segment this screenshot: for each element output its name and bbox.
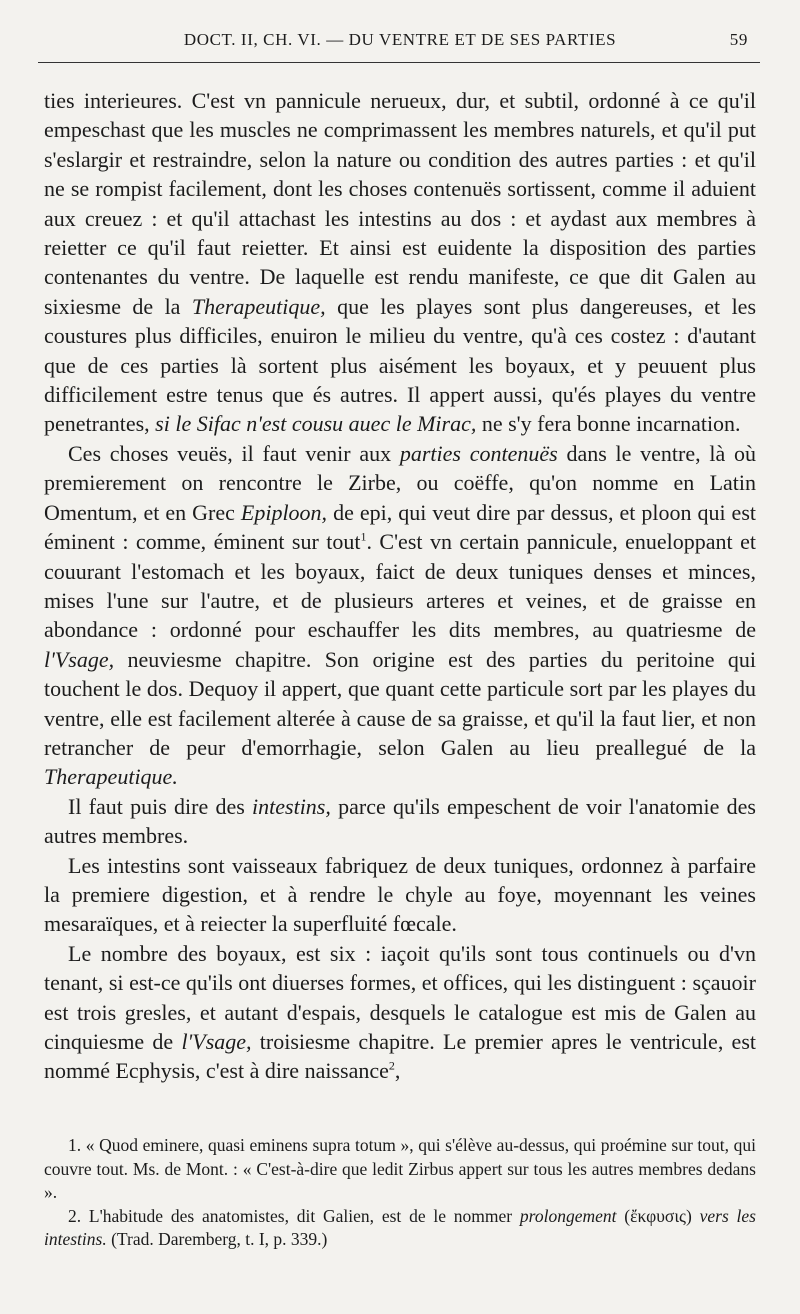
text-run: Le nombre des boyaux, est six : iaçoit qu'ils sont tous continuels ou d'vn tenant, si est-ce qu'ils ont diuerses formes, et offices, qui les distinguent : sçauoir est trois gresles, et autant d'espais, desquels le catalogue est mis de Galen au cinquiesme de — [44, 940, 756, 1054]
italic-run: prolongement — [519, 1205, 617, 1226]
text-run: dans le ventre, là où premierement on rencontre le Zirbe, ou coëffe, qu'on nomme en Latin Omentum, et en Grec — [44, 440, 756, 525]
text-run: (ἔκφυσις) — [616, 1205, 700, 1226]
text-run: ties interieures. C'est vn pannicule nerueux, dur, et subtil, ordonné à ce qu'il empeschast que les muscles ne comprimassent les membres naturels, et qu'il put s'eslargir et restraindre, selon la nature ou condition des autres parties : et qu'il ne se rompist facilement, dont les choses contenuës sortissent, comme il aduient aux creuez : et qu'il attachast les intestins au dos : et aydast aux membres à reietter ce qu'il faut reietter. Et ainsi est euidente la disposition des parties contenantes du ventre. De laquelle est rendu manifeste, ce que dit Galen au sixiesme de la — [44, 88, 756, 319]
page-number: 59 — [729, 30, 748, 49]
running-header — [44, 30, 756, 56]
text-run: Il faut puis dire des — [68, 793, 253, 819]
italic-run: Therapeutique. — [44, 764, 178, 790]
text-run: parce qu'ils empeschent de voir l'anatomie des autres membres. — [44, 793, 756, 849]
text-run: ne s'y fera bonne incarnation. — [476, 411, 741, 437]
italic-run: si le Sifac n'est cousu auec le Mirac, — [155, 411, 477, 437]
italic-run: intestins, — [252, 793, 331, 819]
text-run: (Trad. Daremberg, t. I, p. 339.) — [106, 1229, 328, 1249]
paragraph-2 — [44, 439, 756, 792]
footnote-ref-1[interactable]: 1 — [360, 529, 367, 544]
paragraph-1 — [44, 86, 756, 439]
header-rule — [38, 62, 760, 63]
main-text — [44, 86, 756, 1086]
text-run: Ces choses veuës, il faut venir aux — [68, 440, 400, 466]
text-run: . C'est vn certain pannicule, enueloppant et couurant l'estomach et les boyaux, faict de deux tuniques denses et minces, mises l'une sur l'autre, et de plusieurs arteres et veines, et de graisse en abondance : ordonné pour eschauffer les dits membres, au quatriesme de — [44, 529, 756, 643]
paragraph-4 — [44, 851, 756, 939]
footnote-1: 1. « Quod eminere, quasi eminens supra totum », qui s'élève au-dessus, qui proémine sur tout, qui couvre tout. Ms. de Mont. : « C'est-à-dire que ledit Zirbus appert sur tous les autres membres dedans ». — [44, 1135, 756, 1202]
italic-run: l'Vsage, — [181, 1029, 252, 1054]
paragraph-5 — [44, 939, 756, 1086]
text-run: troisiesme chapitre. Le premier apres le ventricule, est nommé Ecphysis, c'est à dire naissance — [44, 1029, 756, 1084]
text-run: Les intestins sont vaisseaux fabriquez de deux tuniques, ordonnez à parfaire la premiere digestion, et à rendre le chyle au foye, moyennant les veines mesaraïques, et à reiecter la superfluité fœcale. — [44, 852, 756, 937]
footnote-ref-2[interactable]: 2 — [388, 1059, 395, 1074]
footnotes — [44, 1134, 756, 1252]
italic-run: vers les intestins. — [44, 1205, 756, 1249]
footnote-2 — [44, 1205, 756, 1252]
text-run: neuviesme chapitre. Son origine est des parties du peritoine qui touchent le dos. Dequoy il appert, que quant cette particule sort par les playes du ventre, elle est facilement alterée à cause de sa graisse, et qu'il la faut lier, et non retrancher de peur d'emorrhagie, selon Galen au lieu preallegué de la — [44, 646, 756, 760]
italic-run: parties contenuës — [399, 440, 558, 466]
italic-run: Epiploon, — [240, 499, 328, 525]
text-run: de epi, qui veut dire par dessus, et ploon qui est éminent : comme, éminent sur tout — [44, 499, 756, 555]
text-run: , — [394, 1058, 401, 1084]
paragraph-3 — [44, 792, 756, 851]
running-title: DOCT. II, CH. VI. — DU VENTRE ET DE SES PARTIES — [183, 30, 617, 49]
italic-run: Therapeutique, — [191, 293, 326, 319]
text-run: 2. L'habitude des anatomistes, dit Galien, est de le nommer — [68, 1205, 520, 1226]
italic-run: l'Vsage, — [44, 646, 115, 672]
text-run: que les playes sont plus dangereuses, et les coustures plus difficiles, enuiron le milieu du ventre, qu'à ces costez : d'autant que de ces parties là sortent plus aisément les boyaux, et y peuuent plus difficilement estre tenus que és autres. Il appert aussi, qu'és playes du ventre penetrantes, — [44, 293, 757, 437]
